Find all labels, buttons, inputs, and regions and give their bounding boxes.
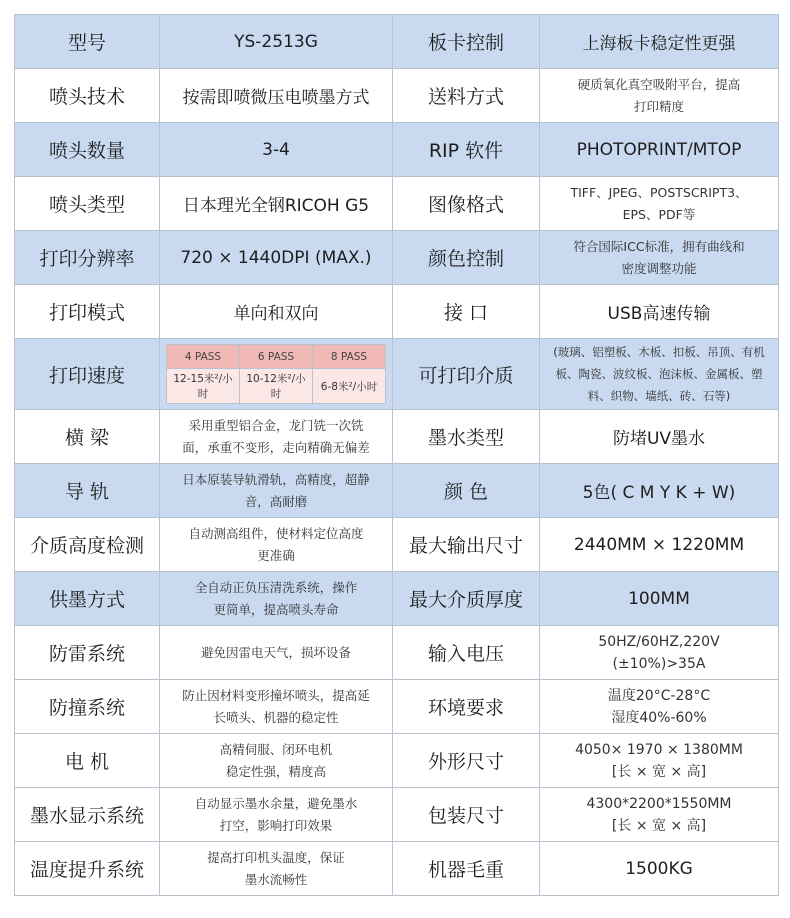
table-row xyxy=(15,123,779,177)
spec-label: 颜色控制 xyxy=(393,231,540,285)
table-row xyxy=(15,680,779,734)
spec-value-line: 稳定性强，精度高 xyxy=(225,763,326,779)
spec-value: 1500KG xyxy=(540,842,779,896)
spec-value-line: 打空，影响打印效果 xyxy=(219,817,333,833)
spec-value-line: 打印精度 xyxy=(633,98,684,114)
spec-value: 3-4 xyxy=(160,123,393,177)
table-row xyxy=(15,626,779,680)
spec-value-line: 4050× 1970 × 1380MM xyxy=(575,741,743,758)
spec-value-line: (玻璃、铝塑板、木板、扣板、吊顶、有机 xyxy=(553,345,765,359)
spec-value-line: 板、陶瓷、波纹板、泡沫板、金属板、塑 xyxy=(555,367,763,381)
spec-label: 环境要求 xyxy=(393,680,540,734)
table-row xyxy=(15,518,779,572)
print-speed-table xyxy=(166,344,386,404)
speed-rate: 10-12米²/小时 xyxy=(240,369,313,404)
spec-value: 单向和双向 xyxy=(160,285,393,339)
spec-value-line: 面，承重不变形，走向精确无偏差 xyxy=(182,439,370,455)
spec-value-line: 密度调整功能 xyxy=(621,260,697,276)
spec-label: 可打印介质 xyxy=(393,339,540,410)
print-speed-cell xyxy=(160,339,393,410)
spec-label: 打印速度 xyxy=(15,339,160,410)
spec-label: 介质高度检测 xyxy=(15,518,160,572)
table-row xyxy=(15,15,779,69)
spec-value-line: 温度20°C-28°C xyxy=(607,687,711,704)
pass-row xyxy=(167,345,386,369)
spec-value-line: 采用重型铝合金，龙门铣一次铣 xyxy=(188,417,364,433)
spec-label: 防雷系统 xyxy=(15,626,160,680)
spec-value-line: 湿度40%-60% xyxy=(611,709,707,726)
spec-value-line: 提高打印机头温度，保证 xyxy=(207,849,345,865)
spec-value xyxy=(540,177,779,231)
spec-value-line: 料、织物、墙纸、砖、石等) xyxy=(587,389,731,403)
spec-label: 打印分辨率 xyxy=(15,231,160,285)
spec-value: 100MM xyxy=(540,572,779,626)
speed-rate: 12-15米²/小时 xyxy=(167,369,240,404)
spec-value-line: TIFF、JPEG、POSTSCRIPT3、 xyxy=(570,184,748,200)
spec-value xyxy=(540,680,779,734)
spec-value: 720 × 1440DPI (MAX.) xyxy=(160,231,393,285)
table-row xyxy=(15,842,779,896)
spec-label: RIP 软件 xyxy=(393,123,540,177)
pass-label: 6 PASS xyxy=(240,345,313,369)
spec-value: 5色( C M Y K + W) xyxy=(540,464,779,518)
spec-value: 防堵UV墨水 xyxy=(540,410,779,464)
spec-label: 最大介质厚度 xyxy=(393,572,540,626)
spec-value-line: EPS、PDF等 xyxy=(622,206,696,222)
table-row xyxy=(15,734,779,788)
spec-label: 温度提升系统 xyxy=(15,842,160,896)
spec-label: 图像格式 xyxy=(393,177,540,231)
spec-label: 型号 xyxy=(15,15,160,69)
spec-value xyxy=(540,339,779,410)
spec-label: 接 口 xyxy=(393,285,540,339)
spec-value: 按需即喷微压电喷墨方式 xyxy=(160,69,393,123)
speed-rate: 6-8米²/小时 xyxy=(313,369,386,404)
spec-value: YS-2513G xyxy=(160,15,393,69)
spec-label: 电 机 xyxy=(15,734,160,788)
spec-value xyxy=(160,734,393,788)
spec-value-line: [长 × 宽 × 高] xyxy=(611,763,707,780)
pass-label: 4 PASS xyxy=(167,345,240,369)
spec-label: 包装尺寸 xyxy=(393,788,540,842)
spec-label: 颜 色 xyxy=(393,464,540,518)
spec-label: 外形尺寸 xyxy=(393,734,540,788)
rate-row xyxy=(167,369,386,404)
spec-label: 导 轨 xyxy=(15,464,160,518)
spec-value-line: 硬质氧化真空吸附平台，提高 xyxy=(577,76,741,92)
spec-value-line: 长喷头、机器的稳定性 xyxy=(213,709,339,725)
spec-value-line: 4300*2200*1550MM xyxy=(586,795,732,812)
spec-value xyxy=(160,410,393,464)
spec-value: 日本理光全钢RICOH G5 xyxy=(160,177,393,231)
spec-value xyxy=(540,69,779,123)
spec-label: 输入电压 xyxy=(393,626,540,680)
spec-value-line: 50HZ/60HZ,220V xyxy=(598,633,720,650)
spec-label: 送料方式 xyxy=(393,69,540,123)
table-row xyxy=(15,69,779,123)
spec-value-line: (±10%)>35A xyxy=(612,655,706,672)
spec-value: USB高速传输 xyxy=(540,285,779,339)
table-row xyxy=(15,464,779,518)
spec-label: 机器毛重 xyxy=(393,842,540,896)
spec-value xyxy=(540,626,779,680)
spec-value-line: 音，高耐磨 xyxy=(244,493,308,509)
table-row xyxy=(15,177,779,231)
spec-value xyxy=(160,842,393,896)
spec-label: 横 梁 xyxy=(15,410,160,464)
spec-table xyxy=(14,14,779,896)
table-row xyxy=(15,339,779,410)
spec-label: 打印模式 xyxy=(15,285,160,339)
spec-value xyxy=(540,788,779,842)
spec-label: 板卡控制 xyxy=(393,15,540,69)
spec-value: 2440MM × 1220MM xyxy=(540,518,779,572)
spec-label: 最大输出尺寸 xyxy=(393,518,540,572)
spec-value: 避免因雷电天气，损坏设备 xyxy=(160,626,393,680)
spec-value: PHOTOPRINT/MTOP xyxy=(540,123,779,177)
spec-value: 上海板卡稳定性更强 xyxy=(540,15,779,69)
spec-label: 墨水类型 xyxy=(393,410,540,464)
table-row xyxy=(15,572,779,626)
table-row xyxy=(15,231,779,285)
spec-value-line: 更简单，提高喷头寿命 xyxy=(213,601,339,617)
spec-value xyxy=(160,788,393,842)
spec-value-line: 自动测高组件，使材料定位高度 xyxy=(188,525,364,541)
table-row xyxy=(15,410,779,464)
spec-value xyxy=(540,734,779,788)
spec-label: 喷头类型 xyxy=(15,177,160,231)
spec-label: 墨水显示系统 xyxy=(15,788,160,842)
spec-value-line: 防止因材料变形撞坏喷头，提高延 xyxy=(182,687,370,703)
spec-value-line: 自动显示墨水余量，避免墨水 xyxy=(194,795,358,811)
spec-label: 喷头技术 xyxy=(15,69,160,123)
spec-label: 供墨方式 xyxy=(15,572,160,626)
spec-value-line: 日本原装导轨滑轨，高精度，超静 xyxy=(182,471,370,487)
spec-value-line: 全自动正负压清洗系统，操作 xyxy=(194,579,358,595)
spec-value-line: 更准确 xyxy=(257,547,295,563)
spec-value xyxy=(160,680,393,734)
spec-value xyxy=(540,231,779,285)
spec-value-line: 墨水流畅性 xyxy=(244,871,308,887)
spec-value-line: 符合国际ICC标准，拥有曲线和 xyxy=(573,238,745,254)
spec-value xyxy=(160,464,393,518)
table-row xyxy=(15,285,779,339)
spec-label: 喷头数量 xyxy=(15,123,160,177)
table-row xyxy=(15,788,779,842)
spec-value-line: 高精伺服、闭环电机 xyxy=(219,741,333,757)
pass-label: 8 PASS xyxy=(313,345,386,369)
spec-value xyxy=(160,572,393,626)
spec-value xyxy=(160,518,393,572)
spec-label: 防撞系统 xyxy=(15,680,160,734)
spec-value-line: [长 × 宽 × 高] xyxy=(611,817,707,834)
